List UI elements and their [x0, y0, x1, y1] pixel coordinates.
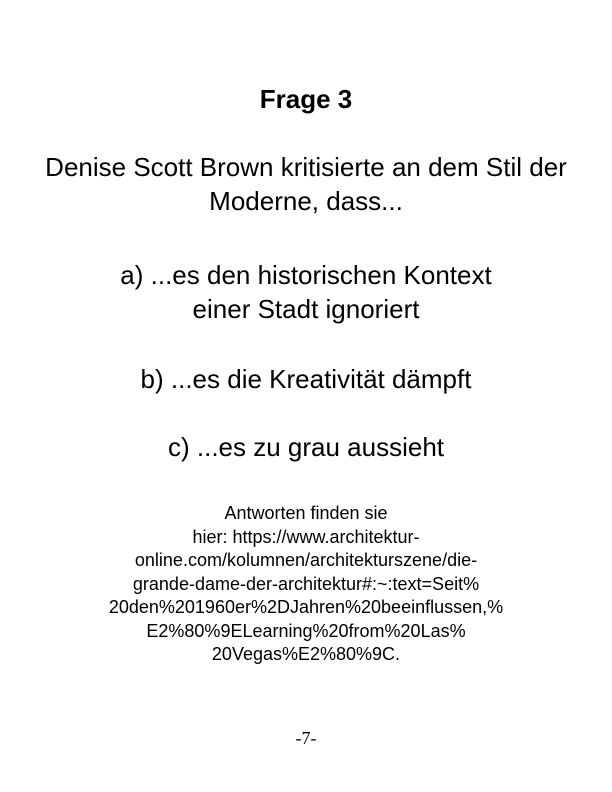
answers-source-note: [40, 502, 572, 667]
question-text: Denise Scott Brown kritisierte an dem Stil der Moderne, dass...: [45, 152, 567, 216]
answer-option-a-line-1: a) ...es den historischen Kontext: [120, 260, 492, 290]
answers-source-line: online.com/kolumnen/architekturszene/die-: [134, 550, 478, 570]
answers-source-line: hier: https://www.architektur-: [192, 526, 420, 547]
answer-option-b: b) ...es die Kreativität dämpft: [140, 364, 472, 394]
question-heading: Frage 3: [259, 84, 353, 114]
answer-option-c: c) ...es zu grau aussieht: [167, 432, 445, 462]
page-number: -7-: [295, 728, 317, 748]
answer-option-a: [40, 258, 572, 326]
answers-source-line: Antworten finden sie: [224, 503, 388, 523]
answers-source-line: 20Vegas%E2%80%9C.: [211, 644, 401, 664]
answers-source-line: 20den%201960er%2DJahren%20beeinflussen,%: [108, 597, 504, 617]
answers-source-line: grande-dame-der-architektur#:~:text=Seit%: [132, 573, 480, 594]
answer-option-a-line-2: einer Stadt ignoriert: [192, 294, 420, 324]
answers-source-line: E2%80%9ELearning%20from%20Las%: [146, 620, 466, 641]
